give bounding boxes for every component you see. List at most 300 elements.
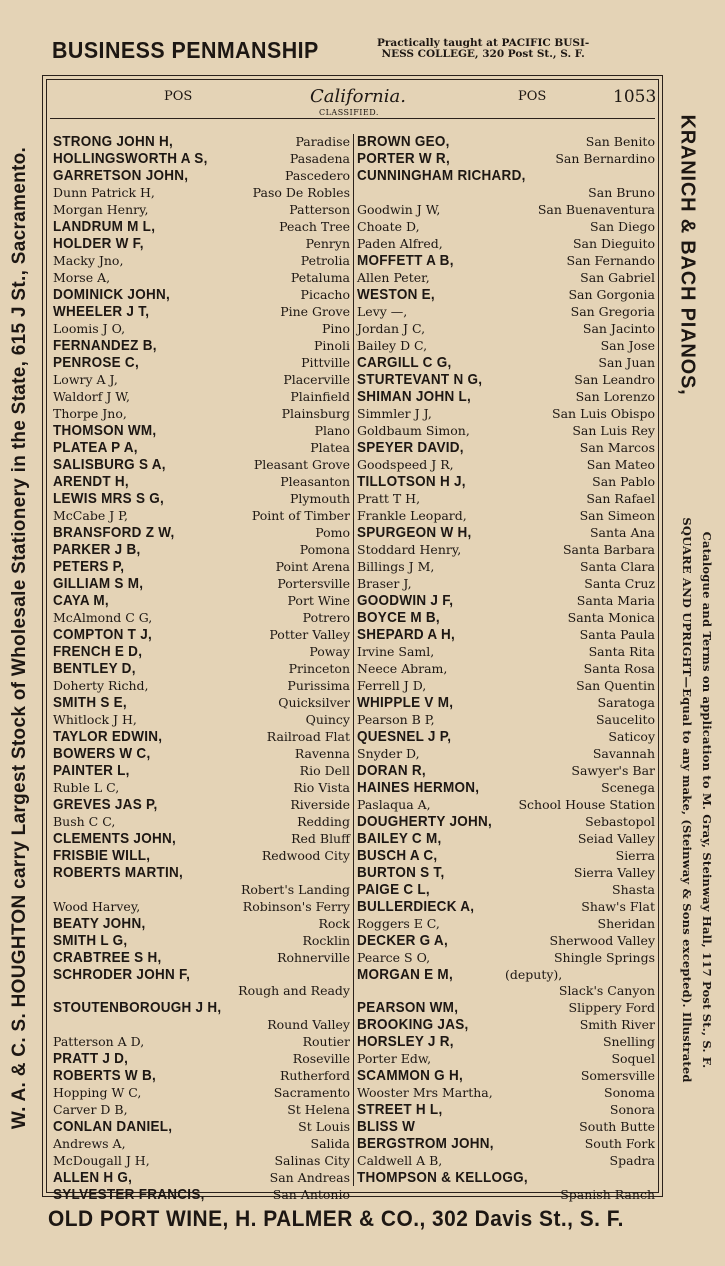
entry-name: QUESNEL J P, [357,727,452,745]
entry-name: BOWERS W C, [53,745,151,762]
entry-name: CAYA M, [53,592,109,609]
entry-place: Rutherford [279,1067,350,1083]
entry-name: LEWIS MRS S G, [53,490,165,507]
entry-name: Simmler J J, [357,405,432,421]
entry-name: Wooster Mrs Martha, [357,1085,493,1100]
entry-place: Santa Cruz [584,575,655,591]
entry-name: Ferrell J D, [357,677,427,693]
entry-place: San Simeon [579,507,655,523]
listing-entry [53,559,350,576]
entry-name: Macky Jno, [53,253,124,268]
entry-name: SPEYER DAVID, [357,438,464,456]
entry-name: CLEMENTS JOHN, [53,830,177,847]
entry-name: Allen Peter, [357,269,430,285]
entry-place: Soquel [611,1051,655,1066]
listing-entry [53,1051,350,1068]
entry-name: CUNNINGHAM RICHARD, [357,167,526,184]
listing-entry [357,916,655,933]
entry-name: SCAMMON G H, [357,1067,463,1084]
entry-place: Portersville [277,576,350,591]
entry-place: Pleasanton [280,474,350,489]
listing-entry [53,219,350,236]
header-ad-sub-line2: NESS COLLEGE, 320 Post St., S. F. [381,48,585,60]
entry-name: CRABTREE S H, [53,948,162,966]
entry-name: HOLLINGSWORTH A S, [53,150,208,167]
listing-entry [53,865,350,899]
entry-name: BROWN GEO, [357,133,450,150]
listing-entry [357,508,655,525]
entry-place: San Leandro [574,371,655,387]
entry-place: San Luis Rey [572,422,655,438]
header-rule [50,118,655,119]
listing-entry [53,1085,350,1102]
entry-name: PLATEA P A, [53,439,138,456]
entry-name: FERNANDEZ B, [53,337,157,354]
listing-entry [357,542,655,559]
entry-place: Robinson's Ferry [242,898,350,914]
entry-name: GREVES JAS P, [53,796,158,813]
entry-place: Slack's Canyon [558,983,655,998]
listing-entry [357,525,655,542]
entry-place: Quincy [305,712,350,727]
listing-entry [357,474,655,491]
listing-entry [357,253,655,270]
listing-entry [53,763,350,780]
entry-name: DORAN R, [357,761,426,779]
listing-entry [53,644,350,661]
listing-entry [357,151,655,168]
listing-entry [357,389,655,406]
entry-place: San Bernardino [555,151,655,166]
entry-place: San Fernando [566,252,655,268]
listing-entry [53,678,350,695]
entry-name: PAINTER L, [53,762,130,779]
listing-entry [357,950,655,967]
page-header-subtitle: CLASSIFIED. [319,108,379,117]
entry-name: Ruble L C, [53,780,120,795]
entry-name: GARRETSON JOHN, [53,167,189,184]
entry-name: WHEELER J T, [53,303,150,320]
entry-name: BULLERDIECK A, [357,897,475,915]
listing-entry [357,882,655,899]
entry-name: HOLDER W F, [53,235,144,252]
listing-entry [53,1102,350,1119]
listing-entry [53,270,350,287]
entry-name: BROOKING JAS, [357,1016,469,1033]
listing-entry [53,899,350,916]
entry-place: Point Arena [275,559,350,574]
entry-name: SCHRODER JOHN F, [53,965,191,983]
listing-entry [357,1034,655,1051]
entry-place: Rock [318,915,350,931]
entry-place: South Fork [584,1136,655,1151]
entry-name: ALLEN H G, [53,1168,133,1186]
listing-entry [53,593,350,610]
listing-entry [357,831,655,848]
page-header-left-label: POS [164,89,193,104]
entry-name: DOUGHERTY JOHN, [357,812,493,830]
entry-name: Porter Edw, [357,1051,432,1066]
entry-place: Sacramento [273,1084,350,1100]
entry-name: BRANSFORD Z W, [53,524,175,541]
listing-entry [357,1017,655,1034]
listing-entry [357,134,655,151]
listing-entry [53,321,350,338]
entry-name: Pratt T H, [357,490,421,506]
entry-place: Picacho [300,287,350,302]
entry-place: St Helena [287,1101,350,1117]
entry-name: SMITH S E, [53,694,127,711]
listing-entry [53,474,350,491]
entry-name: BERGSTROM JOHN, [357,1135,494,1152]
entry-place: Shasta [612,881,655,897]
right-column-listing [357,133,655,1202]
listing-entry [53,797,350,814]
entry-place: San Marcos [579,439,655,455]
entry-name: BURTON S T, [357,863,445,881]
listing-entry [357,678,655,695]
entry-name: Wood Harvey, [53,898,141,914]
left-margin-advertisement [0,0,40,1266]
entry-name: PAIGE C L, [357,880,430,898]
entry-name: Lowry A J, [53,372,118,387]
column-divider [353,134,354,1186]
entry-place: Somersville [580,1068,655,1083]
listing-entry [357,457,655,474]
entry-place: Robert's Landing [240,881,350,897]
listing-entry [53,831,350,848]
entry-name: Braser J, [357,575,412,591]
entry-place: Shingle Springs [553,949,655,965]
entry-name: McCabe J P, [53,508,129,523]
listing-entry [357,355,655,372]
listing-entry [53,542,350,559]
listing-entry [53,355,350,372]
entry-name: STURTEVANT N G, [357,370,483,388]
entry-place: Red Bluff [291,831,350,846]
entry-name: McAlmond C G, [53,610,153,625]
entry-place: Paso De Robles [252,185,350,200]
entry-place: Pomona [299,542,350,557]
entry-name: McDougall J H, [53,1152,150,1168]
listing-entry [53,627,350,644]
entry-name: MOFFETT A B, [357,251,454,269]
entry-name: ARENDT H, [53,473,129,490]
entry-place: San Juan [598,354,655,370]
right-margin-ad-line1: SQUARE AND UPRIGHT—Equal to any make, (Steinway & Sons excepted). Illustrated [680,517,694,1083]
entry-place: Rough and Ready [238,983,350,998]
listing-entry [53,814,350,831]
entry-place: Shaw's Flat [581,898,655,914]
listing-entry [357,627,655,644]
entry-name: Carver D B, [53,1101,128,1117]
listing-entry [53,253,350,270]
listing-entry [53,457,350,474]
entry-name: FRENCH E D, [53,643,143,660]
right-margin-ad-line2: Catalogue and Terms on application to M. Gray, Steinway Hall, 117 Post St., S. F. [700,531,714,1069]
entry-place: Ravenna [294,746,350,761]
entry-name: BOYCE M B, [357,608,440,626]
entry-name: PETERS P, [53,558,125,575]
entry-name: MORGAN E M, [357,965,453,983]
entry-place: San Benito [585,134,655,149]
entry-place: Salida [310,1135,350,1151]
entry-place: San Andreas [269,1169,350,1185]
entry-name: WHIPPLE V M, [357,693,454,711]
entry-name: STRONG JOHN H, [53,133,174,150]
entry-place: Sheridan [597,915,655,931]
entry-name: Paden Alfred, [357,235,443,251]
listing-entry [53,916,350,933]
entry-name: Stoddard Henry, [357,541,462,557]
header-ad-title: BUSINESS PENMANSHIP [52,36,319,63]
entry-name: HAINES HERMON, [357,778,480,796]
listing-entry [53,695,350,712]
entry-place: Spadra [609,1153,655,1168]
entry-name: HORSLEY J R, [357,1033,454,1050]
entry-place: San Jacinto [582,320,655,336]
entry-place: San Diego [590,218,655,234]
entry-name: SMITH L G, [53,931,128,949]
entry-name: Levy —, [357,303,408,319]
listing-entry [53,1068,350,1085]
listing-entry [53,1136,350,1153]
listing-entry [53,950,350,967]
entry-place: Princeton [288,661,350,676]
listing-entry [53,185,350,202]
entry-place: Pittville [301,355,350,370]
listing-entry [357,202,655,219]
entry-name: GILLIAM S M, [53,575,144,592]
entry-name: Pearson B P, [357,711,435,727]
listing-entry [357,559,655,576]
entry-name: BAILEY C M, [357,829,442,847]
entry-name: SPURGEON W H, [357,523,472,541]
entry-place: Potrero [302,610,350,625]
listing-entry [53,1119,350,1136]
entry-place: Port Wine [287,593,350,608]
entry-place: Santa Paula [579,626,655,642]
entry-name: BUSCH A C, [357,846,438,864]
entry-place: Santa Rita [588,643,655,659]
listing-entry [357,661,655,678]
entry-place: Pasadena [289,151,350,166]
entry-name: ROBERTS W B, [53,1066,156,1084]
listing-entry [357,1119,655,1136]
listing-entry [357,967,655,1001]
listing-entry [357,899,655,916]
entry-name: THOMSON WM, [53,422,157,439]
listing-entry [357,712,655,729]
entry-place: Rocklin [302,932,350,948]
listing-entry [53,304,350,321]
entry-place: San Gorgonia [568,286,655,302]
entry-place: Pomo [315,525,350,540]
entry-name: Roggers E C, [357,915,440,931]
entry-place: Pascedero [284,168,350,183]
listing-entry [357,423,655,440]
entry-name: Goldbaum Simon, [357,422,470,438]
listing-entry [53,440,350,457]
entry-name: BLISS W [357,1118,416,1135]
entry-place: Platea [310,440,350,455]
listing-entry [357,338,655,355]
entry-place: Scenega [601,779,655,795]
listing-entry [357,814,655,831]
header-advertisement [52,32,652,68]
listing-entry [357,644,655,661]
entry-place: San Jose [600,337,655,353]
entry-name: DOMINICK JOHN, [53,286,171,303]
entry-name: Jordan J C, [357,320,426,336]
entry-place: Pine Grove [280,304,350,319]
listing-entry [53,1153,350,1170]
listing-entry [53,967,350,1001]
entry-place: Pino [322,321,350,336]
entry-name: Snyder D, [357,745,420,761]
entry-place: San Dieguito [572,235,655,251]
page-header-right-label: POS [518,89,547,104]
entry-place: Rohnerville [277,949,350,965]
entry-name: Pearce S O, [357,949,431,965]
entry-place: Slippery Ford [568,1000,655,1015]
entry-place: Redwood City [261,848,350,863]
listing-entry [357,1068,655,1085]
listing-entry [357,848,655,865]
listing-entry [357,287,655,304]
entry-place: Paradise [295,134,350,149]
entry-place: Rio Vista [293,780,350,795]
entry-place: Snelling [602,1034,655,1049]
entry-name: TAYLOR EDWIN, [53,728,163,745]
entry-name: PENROSE C, [53,354,139,371]
entry-place: Riverside [290,797,350,812]
entry-place: Railroad Flat [266,729,350,744]
listing-entry [357,270,655,287]
entry-name: Irvine Saml, [357,643,435,659]
listing-entry [53,1034,350,1051]
listing-entry [53,712,350,729]
entry-name: WESTON E, [357,285,435,303]
entry-name: SALISBURG S A, [53,456,166,473]
entry-place: Santa Maria [576,592,655,608]
entry-place: Routier [302,1033,350,1049]
listing-entry [53,287,350,304]
listing-entry [53,933,350,950]
listing-entry [357,1136,655,1153]
listing-entry [53,491,350,508]
entry-place: San Mateo [586,456,655,472]
entry-place: Spanish Ranch [560,1186,655,1202]
entry-place: Pleasant Grove [253,457,350,472]
entry-name: COMPTON T J, [53,626,152,643]
entry-name: Frankle Leopard, [357,507,467,523]
entry-name: TILLOTSON H J, [357,472,466,490]
entry-place: Santa Monica [567,609,655,625]
entry-place: Poway [309,644,350,659]
entry-name: Neece Abram, [357,660,448,676]
entry-name: PARKER J B, [53,541,141,558]
left-margin-ad-text: W. A. & C. S. HOUGHTON carry Largest Stock of Wholesale Stationery in the State, 615 J St., Sacramento. [9,146,30,1130]
entry-name: Choate D, [357,218,420,234]
entry-place: Roseville [292,1050,350,1066]
entry-place: San Luis Obispo [552,405,655,421]
entry-place: San Gabriel [580,269,655,285]
entry-name: Bush C C, [53,814,116,829]
entry-name: Goodwin J W, [357,201,441,217]
entry-name: GOODWIN J F, [357,591,454,609]
entry-place: Placerville [283,372,350,387]
entry-place: Saucelito [595,711,655,727]
entry-place: Santa Barbara [562,541,655,557]
listing-entry [53,1000,350,1034]
listing-entry [53,1170,350,1187]
page-header [46,86,659,120]
entry-name: SHIMAN JOHN L, [357,387,472,405]
entry-place: San Lorenzo [575,388,655,404]
entry-name: BEATY JOHN, [53,914,146,932]
entry-name: CONLAN DANIEL, [53,1117,173,1135]
listing-entry [357,763,655,780]
page-number: 1053 [613,87,657,107]
listing-entry [53,508,350,525]
listing-entry [357,219,655,236]
entry-place: Round Valley [267,1016,350,1032]
entry-place: Patterson [289,202,350,217]
entry-place: Santa Rosa [583,660,655,676]
listing-entry [53,848,350,865]
listing-entry [357,168,655,202]
listing-entry [357,610,655,627]
listing-entry [357,321,655,338]
entry-name: Goodspeed J R, [357,456,454,472]
entry-place: Petaluma [290,270,350,285]
entry-name: Morse A, [53,270,111,285]
entry-place: Redding [297,814,350,829]
entry-name: Dunn Patrick H, [53,185,155,200]
entry-name: PORTER W R, [357,150,450,167]
listing-entry [357,797,655,814]
listing-entry [53,610,350,627]
entry-name: SHEPARD A H, [357,625,456,643]
listing-entry [357,729,655,746]
listing-entry [53,338,350,355]
listing-entry [53,525,350,542]
listing-entry [357,746,655,763]
entry-place: Petrolia [300,253,350,268]
listing-entry [53,372,350,389]
listing-entry [357,1085,655,1102]
entry-place: Savannah [592,745,655,761]
entry-name: Caldwell A B, [357,1153,443,1168]
entry-name: Whitlock J H, [53,712,137,727]
entry-name: PEARSON WM, [357,999,459,1016]
entry-name: BENTLEY D, [53,660,136,677]
header-ad-subtext [377,38,589,60]
listing-entry [357,865,655,882]
entry-place: Point of Timber [251,508,350,523]
listing-entry [53,202,350,219]
listing-entry [357,1051,655,1068]
right-margin-advertisement [665,0,725,1266]
entry-place: Sonoma [604,1085,655,1100]
entry-place: Quicksilver [278,695,350,710]
listing-entry [357,440,655,457]
entry-place: Saratoga [597,694,655,710]
listing-entry [357,372,655,389]
listing-entry [53,151,350,168]
entry-place: Salinas City [274,1152,350,1168]
